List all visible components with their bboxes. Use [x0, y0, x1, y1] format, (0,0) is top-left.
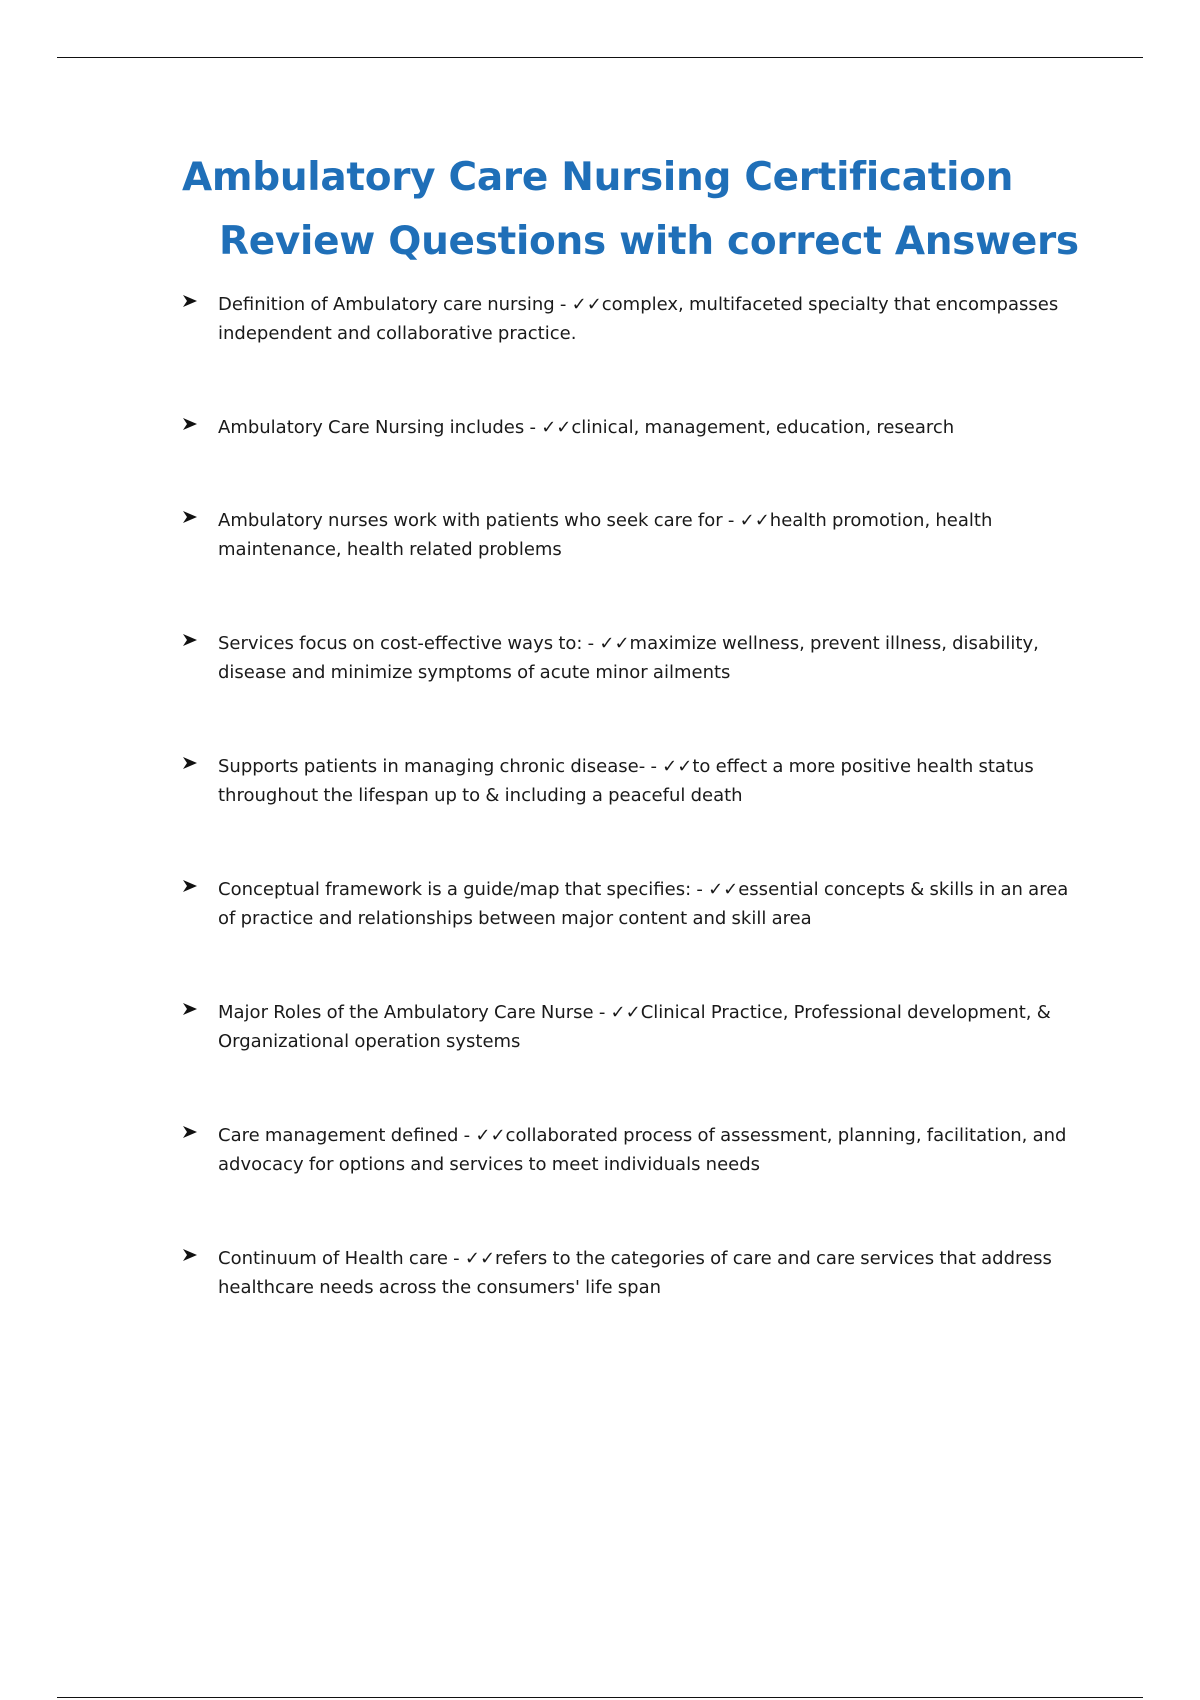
qa-text: Definition of Ambulatory care nursing - ✓✓complex, multifaceted specialty that encompasses independent and collaborative practice.: [218, 294, 1059, 344]
title-line-1: Ambulatory Care Nursing Certification: [182, 155, 1014, 200]
list-item: [182, 506, 1082, 564]
arrowhead-bullet-icon: [182, 1244, 218, 1263]
arrowhead-bullet-icon: [182, 875, 218, 894]
list-item: [182, 875, 1082, 933]
qa-text: Care management defined - ✓✓collaborated process of assessment, planning, facilitation, and advocacy for options and services to meet individuals needs: [218, 1125, 1067, 1175]
qa-text: Ambulatory nurses work with patients who seek care for - ✓✓health promotion, health maintenance, health related problems: [218, 510, 993, 560]
arrowhead-bullet-icon: [182, 290, 218, 309]
title-line-2: Review Questions with correct Answers: [219, 219, 1079, 264]
top-rule: [57, 57, 1143, 58]
arrowhead-bullet-icon: [182, 752, 218, 771]
list-item: [182, 1244, 1082, 1302]
list-item: [182, 998, 1082, 1056]
arrowhead-bullet-icon: [182, 998, 218, 1017]
arrowhead-bullet-icon: [182, 506, 218, 525]
list-item: [182, 752, 1082, 810]
arrowhead-bullet-icon: [182, 629, 218, 648]
qa-text: Supports patients in managing chronic disease- - ✓✓to effect a more positive health status throughout the lifespan up to & including a peaceful death: [218, 756, 1034, 806]
qa-text: Continuum of Health care - ✓✓refers to the categories of care and care services that address healthcare needs across the consumers' life span: [218, 1248, 1052, 1298]
arrowhead-bullet-icon: [182, 1121, 218, 1140]
arrowhead-bullet-icon: [182, 413, 218, 432]
list-item: [182, 290, 1082, 348]
qa-text: Services focus on cost-effective ways to: - ✓✓maximize wellness, prevent illness, disability, disease and minimize symptoms of acute minor ailments: [218, 633, 1039, 683]
list-item: [182, 629, 1082, 687]
qa-text: Ambulatory Care Nursing includes - ✓✓clinical, management, education, research: [218, 417, 955, 438]
list-item: [182, 1121, 1082, 1179]
bottom-rule: [57, 1697, 1143, 1698]
qa-text: Conceptual framework is a guide/map that specifies: - ✓✓essential concepts & skills in an area of practice and relationships between major content and skill area: [218, 879, 1069, 929]
list-item: [182, 413, 1082, 442]
document-title: [182, 146, 1082, 274]
qa-text: Major Roles of the Ambulatory Care Nurse - ✓✓Clinical Practice, Professional development, & Organizational operation systems: [218, 1002, 1051, 1052]
